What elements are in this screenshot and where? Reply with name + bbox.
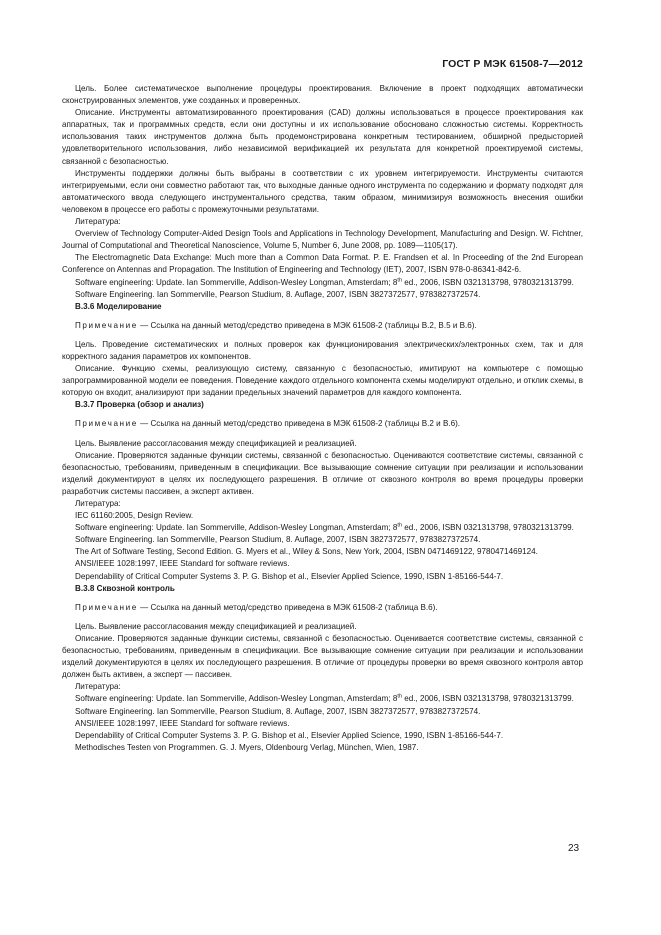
page-number: 23 — [568, 843, 580, 854]
paragraph: Инструменты поддержки должны быть выбраны в соответствии с их уровнем интегрируемости. Инструменты считаются интегрируемыми, если они совместно работают так, что выходные данные одного инструмента по содержанию и формату подходят для автоматического ввода следующего инструментального средства, таким образом, минимизируя возможность внесения ошибки человеком в процессе его работы с промежуточными результатами. — [62, 168, 583, 214]
reference-text: Software engineering: Update. Ian Sommerville, Addison-Wesley Longman, Amsterdam; 8 — [75, 277, 398, 287]
paragraph: Описание. Инструменты автоматизированного проектирования (CAD) должны использоваться в процессе проектирования как аппаратных, так и программных средств, если они доступны и их использование обосновано сложностью системы. Корректность использования таких инструментов должна быть продемонстрирована конкретным тестированием, обширной предысторией удовлетворительного использования, либо независимой верификацией их результата для конкретной проектируемой системы, связанной с безопасностью. — [62, 108, 583, 166]
paragraph: Описание. Функцию схемы, реализующую систему, связанную с безопасностью, имитируют на компьютере с помощью запрограммированной модели ее поведения. Поведение каждого отдельного компонента схемы моделируют отдельно, и отклик схемы, в которую он входит, анализируют при задании предельных значений параметров для каждого компонента. — [62, 364, 583, 398]
note-text: — Ссылка на данный метод/средство приведена в МЭК 61508-2 (таблицы В.2 и В.6). — [137, 419, 461, 429]
paragraph: Цель. Более систематическое выполнение процедуры проектирования. Включение в проект подходящих автоматически сконструированных элементов, уже созданных и проверенных. — [62, 84, 583, 106]
paragraph-gap — [62, 614, 583, 621]
paragraph: ANSI/IEEE 1028:1997, IEEE Standard for software reviews. — [75, 559, 290, 569]
paragraph: Software Engineering. Ian Sommerville, Pearson Studium, 8. Auflage, 2007, ISBN 3827372577, 9783827372574. — [75, 289, 481, 299]
paragraph: Software Engineering. Ian Sommerville, Pearson Studium, 8. Auflage, 2007, ISBN 3827372577, 9783827372574. — [75, 535, 481, 545]
paragraph: Цель. Выявление рассогласования между спецификацией и реализацией. — [75, 621, 357, 631]
standard-code-header: ГОСТ Р МЭК 61508-7—2012 — [442, 58, 583, 70]
paragraph: Описание. Проверяются заданные функции системы, связанной с безопасностью. Оцениваются соответствие системы, связанной с безопасностью, требованиям, приведенным в спецификации. Все вызывающие сомнение ситуации при реализации и использовании изделий документируют в целях их последующего разрешения. В отличие от сквозного контроля во время процедуры проверки разработчик системы пассивен, а эксперт активен. — [62, 450, 583, 496]
paragraph: Methodisches Testen von Programmen. G. J. Myers, Oldenbourg Verlag, München, Wien, 1987. — [75, 742, 419, 752]
section-heading: В.3.7 Проверка (обзор и анализ) — [75, 400, 204, 410]
page-content — [62, 83, 583, 754]
paragraph: Цель. Проведение систематических и полных проверок как функционирования электрических/электронных схем, так и для корректного задания параметров их компонентов. — [62, 339, 583, 361]
edition-superscript: th — [397, 522, 403, 529]
paragraph: ANSI/IEEE 1028:1997, IEEE Standard for software reviews. — [75, 718, 290, 728]
reference-text: Software engineering: Update. Ian Sommerville, Addison-Wesley Longman, Amsterdam; 8 — [75, 523, 398, 533]
edition-superscript: th — [397, 276, 403, 283]
note-paragraph — [62, 418, 583, 430]
paragraph-gap — [62, 332, 583, 339]
reference-text: ed., 2006, ISBN 0321313798, 9780321313799. — [402, 523, 574, 533]
section-heading: В.3.8 Сквозной контроль — [75, 583, 175, 593]
note-paragraph — [62, 602, 583, 614]
note-paragraph — [62, 320, 583, 332]
paragraph-gap — [62, 431, 583, 438]
section-heading: В.3.6 Моделирование — [75, 301, 162, 311]
paragraph: The Electromagnetic Data Exchange: Much more than a Common Data Format. P. E. Frandsen et al. In Proceeding of the 2nd European Conference on Antennas and Propagation. The Institution of Engineering and Technology (IET), 2007, ISBN 978-0-86341-842-6. — [62, 253, 583, 275]
paragraph: Литература: — [75, 499, 121, 508]
reference-paragraph — [62, 522, 583, 534]
reference-paragraph — [62, 693, 583, 705]
reference-text: ed., 2006, ISBN 0321313798, 9780321313799. — [402, 694, 574, 704]
paragraph: Литература: — [75, 217, 121, 227]
paragraph: Цель. Выявление рассогласования между спецификацией и реализацией. — [75, 438, 357, 448]
paragraph: Dependability of Critical Computer Systems 3. P. G. Bishop et al., Elsevier Applied Science, 1990, ISBN 1-85166-544-7. — [75, 730, 504, 740]
note-text: — Ссылка на данный метод/средство приведена в МЭК 61508-2 (таблица В.6). — [137, 602, 438, 612]
edition-superscript: th — [397, 693, 403, 700]
paragraph-gap — [62, 595, 583, 602]
paragraph: Описание. Проверяются заданные функции системы, связанной с безопасностью. Оценивается соответствие системы, связанной с безопасностью, требованиям, приведенным в спецификации. Все вызывающие сомнение ситуации при реализации и использовании изделий документируются в целях их последующего разрешения. В отличие от процедуры проверки во время сквозного контроля автор должен быть активен, а эксперт — пассивен. — [62, 633, 583, 680]
note-label: Примечание — [75, 419, 138, 429]
paragraph: IEC 61160:2005, Design Review. — [75, 511, 194, 521]
paragraph-gap — [62, 313, 583, 320]
paragraph: Dependability of Critical Computer Systems 3. P. G. Bishop et al., Elsevier Applied Science, 1990, ISBN 1-85166-544-7. — [75, 571, 504, 581]
reference-paragraph — [62, 277, 583, 289]
paragraph-gap — [62, 411, 583, 418]
paragraph: Overview of Technology Computer-Aided Design Tools and Applications in Technology Development, Manufacturing and Design. W. Fichtner, Journal of Computational and Theoretical Nanoscience, Volume 5, Number 6, June 2008, pp. 1089—1105(17). — [62, 229, 583, 251]
reference-text: Software engineering: Update. Ian Sommerville, Addison-Wesley Longman, Amsterdam; 8 — [75, 694, 398, 704]
note-label: Примечание — [75, 602, 138, 612]
paragraph: Литература: — [75, 682, 121, 692]
reference-text: ed., 2006, ISBN 0321313798, 9780321313799. — [402, 277, 574, 287]
paragraph: The Art of Software Testing, Second Edition. G. Myers et al., Wiley & Sons, New York, 2004, ISBN 0471469122, 9780471469124. — [75, 547, 538, 557]
note-text: — Ссылка на данный метод/средство приведена в МЭК 61508-2 (таблицы В.2, В.5 и В.6). — [137, 320, 477, 330]
note-label: Примечание — [75, 320, 138, 330]
paragraph: Software Engineering. Ian Sommerville, Pearson Studium, 8. Auflage, 2007, ISBN 3827372577, 9783827372574. — [75, 706, 481, 716]
